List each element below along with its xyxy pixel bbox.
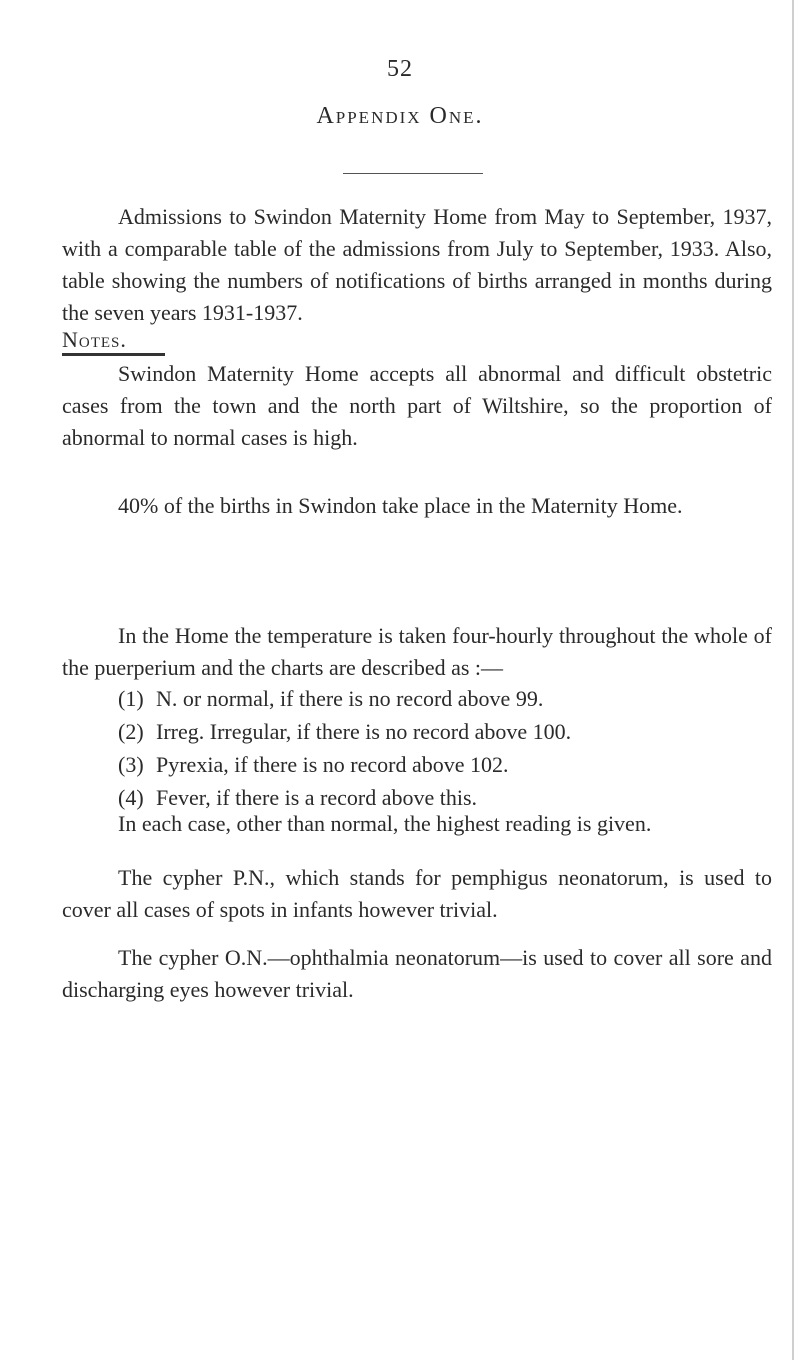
list-item-text: Irreg. Irregular, if there is no record above 100. bbox=[156, 719, 572, 744]
page-number: 52 bbox=[387, 56, 413, 82]
list-item bbox=[118, 716, 571, 748]
page-title: Appendix One. bbox=[316, 103, 484, 129]
title-divider bbox=[343, 173, 483, 174]
list-item-text: Fever, if there is a record above this. bbox=[156, 785, 478, 810]
notes-paragraph-4: In each case, other than normal, the highest reading is given. bbox=[118, 811, 652, 836]
intro-paragraph: Admissions to Swindon Maternity Home from May to September, 1937, with a comparable table of the admissions from July to September, 1933. Also, table showing the numbers of notifications of births arranged in months during the seven years 1931-1937. bbox=[62, 204, 772, 325]
list-item-number: (4) bbox=[118, 785, 144, 810]
notes-underline bbox=[62, 353, 165, 356]
list-item bbox=[118, 683, 571, 715]
notes-paragraph-3: In the Home the temperature is taken four-hourly throughout the whole of the puerperium and the charts are described as :— bbox=[62, 623, 772, 680]
list-item-number: (3) bbox=[118, 752, 144, 777]
list-item-number: (2) bbox=[118, 719, 144, 744]
list-item-number: (1) bbox=[118, 686, 144, 711]
notes-paragraph-5: The cypher P.N., which stands for pemphigus neonatorum, is used to cover all cases of spots in infants however trivial. bbox=[62, 865, 772, 922]
notes-heading: Notes. bbox=[62, 327, 127, 352]
page-edge-shadow bbox=[792, 0, 794, 1360]
list-item-text: N. or normal, if there is no record above 99. bbox=[156, 686, 544, 711]
notes-paragraph-6: The cypher O.N.—ophthalmia neonatorum—is used to cover all sore and discharging eyes however trivial. bbox=[62, 945, 772, 1002]
notes-paragraph-1: Swindon Maternity Home accepts all abnormal and difficult obstetric cases from the town and the north part of Wiltshire, so the proportion of abnormal to normal cases is high. bbox=[62, 361, 772, 450]
list-item bbox=[118, 749, 571, 781]
notes-paragraph-2: 40% of the births in Swindon take place in the Maternity Home. bbox=[118, 493, 683, 518]
list-item-text: Pyrexia, if there is no record above 102. bbox=[156, 752, 509, 777]
temperature-chart-list bbox=[118, 683, 571, 815]
